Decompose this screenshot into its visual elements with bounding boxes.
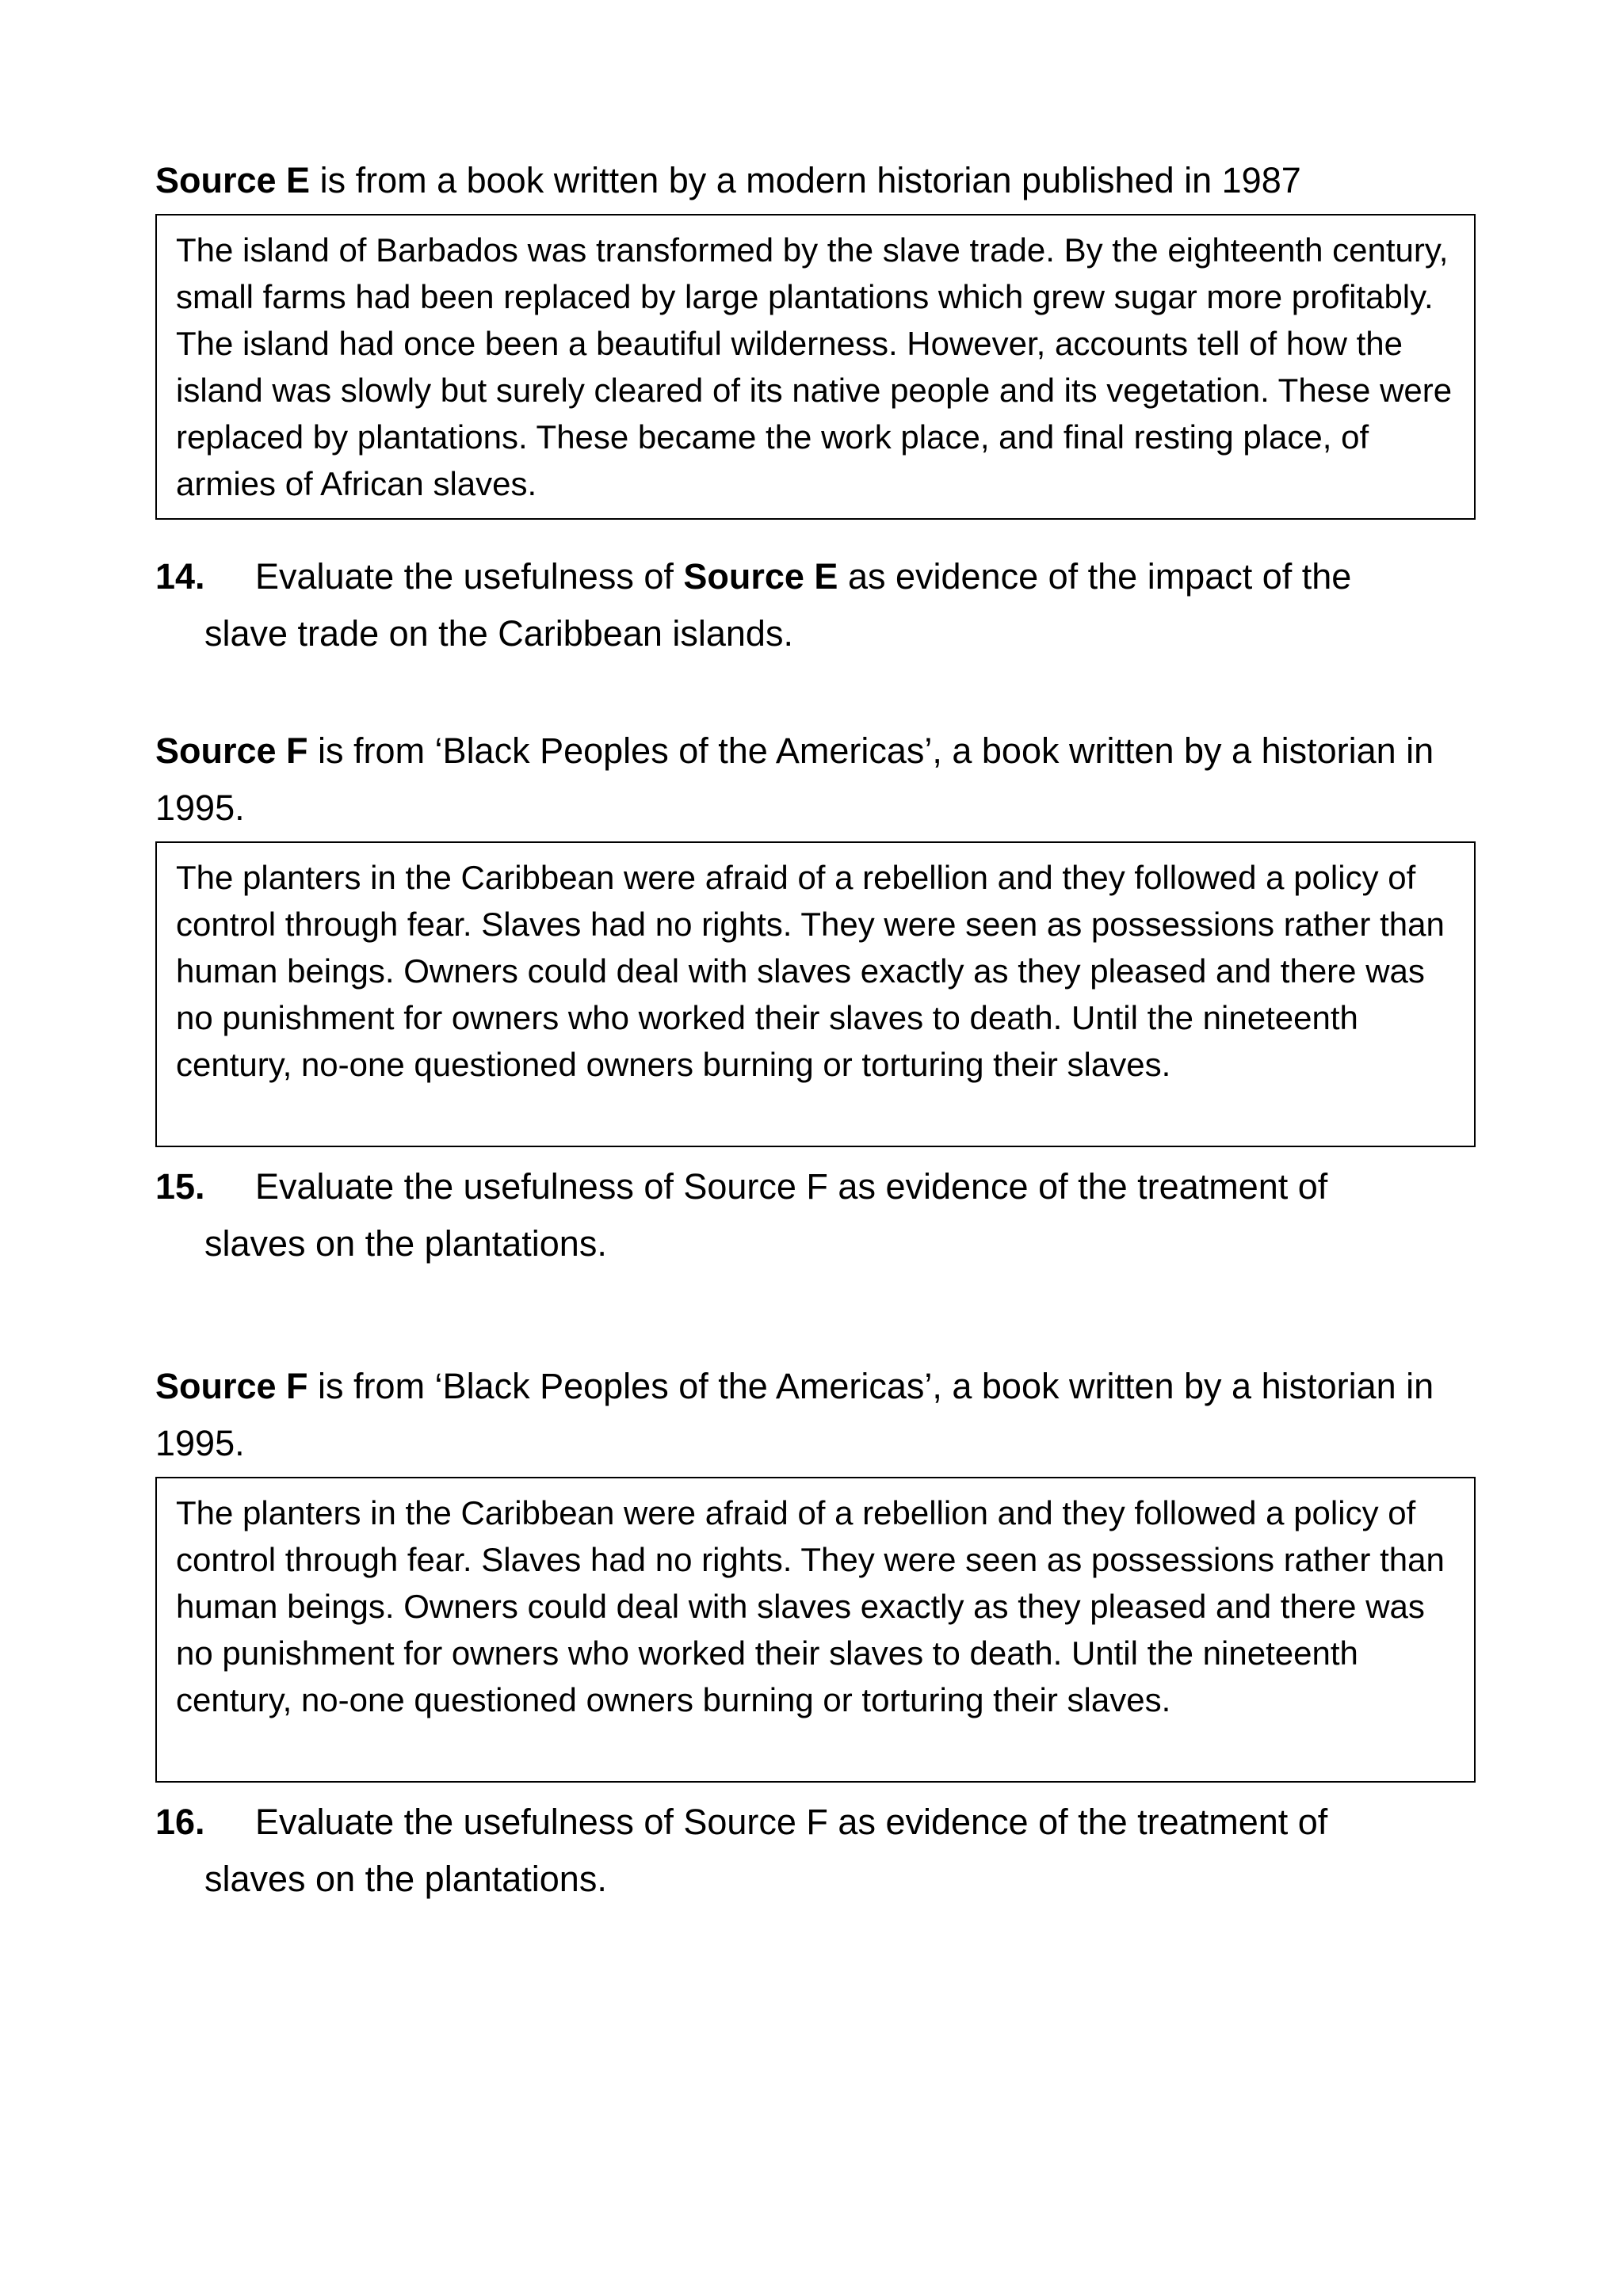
source-label: Source E (155, 160, 311, 200)
source-e-intro (155, 152, 1487, 209)
question-text-line2: slave trade on the Caribbean islands. (204, 613, 793, 654)
question-text-line2: slaves on the plantations. (204, 1859, 607, 1899)
source-f-box-repeat (155, 1477, 1476, 1783)
question-text-post: as evidence of the impact of the (838, 556, 1352, 597)
source-label: Source F (155, 730, 308, 771)
question-text: Evaluate the usefulness of Source F as evidence of the treatment of (255, 1802, 1328, 1842)
source-f-intro (155, 723, 1487, 837)
question-text-pre: Evaluate the usefulness of (255, 556, 684, 597)
question-text-line2: slaves on the plantations. (204, 1223, 607, 1264)
source-f-text: The planters in the Caribbean were afraid of a rebellion and they followed a policy of control through fear. Slaves had no rights. They were seen as possessions rather than human beings. Owners could deal with slaves exactly as they pleased and there was no punishment for owners who worked their slaves to death. Until the nineteenth century, no-one questioned owners burning or torturing their slaves. (176, 859, 1445, 1083)
source-e-text: The island of Barbados was transformed by the slave trade. By the eighteenth century, small farms had been replaced by large plantations which grew sugar more profitably. The island had once been a beautiful wilderness. However, accounts tell of how the island was slowly but surely cleared of its native people and its vegetation. These were replaced by plantations. These became the work place, and final resting place, of armies of African slaves. (176, 231, 1453, 502)
question-15 (155, 1158, 1503, 1272)
source-description: is from ‘Black Peoples of the Americas’, a book written by a historian in 1995. (155, 1366, 1434, 1463)
question-14 (155, 548, 1503, 662)
question-number: 14. (155, 556, 205, 597)
source-f-intro-repeat (155, 1358, 1487, 1472)
source-f-box (155, 841, 1476, 1147)
question-number: 16. (155, 1802, 205, 1842)
source-f-text-repeat: The planters in the Caribbean were afraid of a rebellion and they followed a policy of control through fear. Slaves had no rights. They were seen as possessions rather than human beings. Owners could deal with slaves exactly as they pleased and there was no punishment for owners who worked their slaves to death. Until the nineteenth century, no-one questioned owners burning or torturing their slaves. (176, 1494, 1445, 1718)
question-16 (155, 1794, 1503, 1908)
question-source-ref: Source E (683, 556, 838, 597)
source-description: is from a book written by a modern historian published in 1987 (310, 160, 1301, 200)
question-number: 15. (155, 1166, 205, 1207)
source-label: Source F (155, 1366, 308, 1406)
source-e-box (155, 214, 1476, 520)
source-description: is from ‘Black Peoples of the Americas’, a book written by a historian in 1995. (155, 730, 1434, 828)
question-text: Evaluate the usefulness of Source F as evidence of the treatment of (255, 1166, 1328, 1207)
